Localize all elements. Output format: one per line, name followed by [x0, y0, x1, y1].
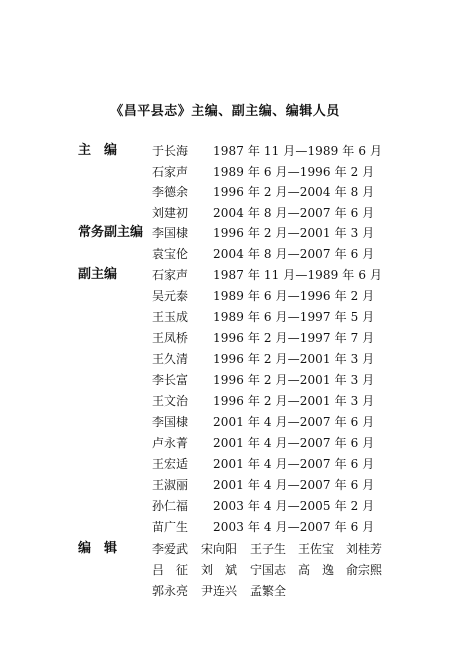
page-title: 《昌平县志》主编、副主编、编辑人员	[110, 104, 340, 119]
person-name: 李德余	[152, 185, 189, 199]
role-label-executive-deputy: 常务副主编	[78, 225, 144, 240]
term-of-office: 1996 年 2 月—2001 年 3 月	[213, 226, 375, 240]
role-label-deputy: 副主编	[78, 267, 118, 282]
term-of-office: 2003 年 4 月—2005 年 2 月	[213, 499, 375, 513]
editor-name: 高 逸	[298, 563, 335, 577]
term-of-office: 1996 年 2 月—2004 年 8 月	[213, 185, 375, 199]
person-name: 李国棣	[152, 415, 189, 429]
editor-name: 王子生	[250, 542, 287, 556]
term-of-office: 1989 年 6 月—1996 年 2 月	[213, 289, 375, 303]
person-name: 吴元泰	[152, 289, 189, 303]
term-of-office: 2001 年 4 月—2007 年 6 月	[213, 457, 375, 471]
person-name: 刘建初	[152, 206, 189, 220]
person-name: 孙仁福	[152, 499, 189, 513]
editor-name: 王佐宝	[298, 542, 335, 556]
person-name: 王久清	[152, 352, 189, 366]
term-of-office: 2003 年 4 月—2007 年 6 月	[213, 520, 375, 534]
term-of-office: 2004 年 8 月—2007 年 6 月	[213, 247, 375, 261]
term-of-office: 2004 年 8 月—2007 年 6 月	[213, 206, 375, 220]
person-name: 苗广生	[152, 520, 189, 534]
editor-name: 尹连兴	[201, 584, 238, 598]
editor-name: 吕 征	[152, 563, 189, 577]
term-of-office: 2001 年 4 月—2007 年 6 月	[213, 415, 375, 429]
term-of-office: 1987 年 11 月—1989 年 6 月	[213, 144, 383, 158]
editor-name: 刘桂芳	[346, 542, 383, 556]
person-name: 卢永菁	[152, 436, 189, 450]
role-label-editors: 编 辑	[78, 541, 118, 556]
term-of-office: 1996 年 2 月—2001 年 3 月	[213, 373, 375, 387]
person-name: 石家声	[152, 165, 189, 179]
editor-name: 宁国志	[250, 563, 287, 577]
person-name: 王淑丽	[152, 478, 189, 492]
term-of-office: 1996 年 2 月—2001 年 3 月	[213, 352, 375, 366]
editor-name: 宋向阳	[201, 542, 238, 556]
person-name: 王文治	[152, 394, 189, 408]
role-label-chief-editor: 主 编	[78, 143, 118, 158]
person-name: 李长富	[152, 373, 189, 387]
term-of-office: 2001 年 4 月—2007 年 6 月	[213, 436, 375, 450]
editor-name: 郭永亮	[152, 584, 189, 598]
term-of-office: 1989 年 6 月—1997 年 5 月	[213, 310, 375, 324]
editor-name: 刘 斌	[201, 563, 238, 577]
person-name: 于长海	[152, 144, 189, 158]
term-of-office: 1987 年 11 月—1989 年 6 月	[213, 268, 383, 282]
term-of-office: 2001 年 4 月—2007 年 6 月	[213, 478, 375, 492]
person-name: 王凤桥	[152, 331, 189, 345]
editor-name: 俞宗熙	[346, 563, 383, 577]
editor-name: 孟繁全	[250, 584, 287, 598]
person-name: 袁宝伦	[152, 247, 189, 261]
term-of-office: 1989 年 6 月—1996 年 2 月	[213, 165, 375, 179]
term-of-office: 1996 年 2 月—2001 年 3 月	[213, 394, 375, 408]
person-name: 石家声	[152, 268, 189, 282]
editor-name: 李爱武	[152, 542, 189, 556]
person-name: 王宏适	[152, 457, 189, 471]
person-name: 李国棣	[152, 226, 189, 240]
term-of-office: 1996 年 2 月—1997 年 7 月	[213, 331, 375, 345]
person-name: 王玉成	[152, 310, 189, 324]
